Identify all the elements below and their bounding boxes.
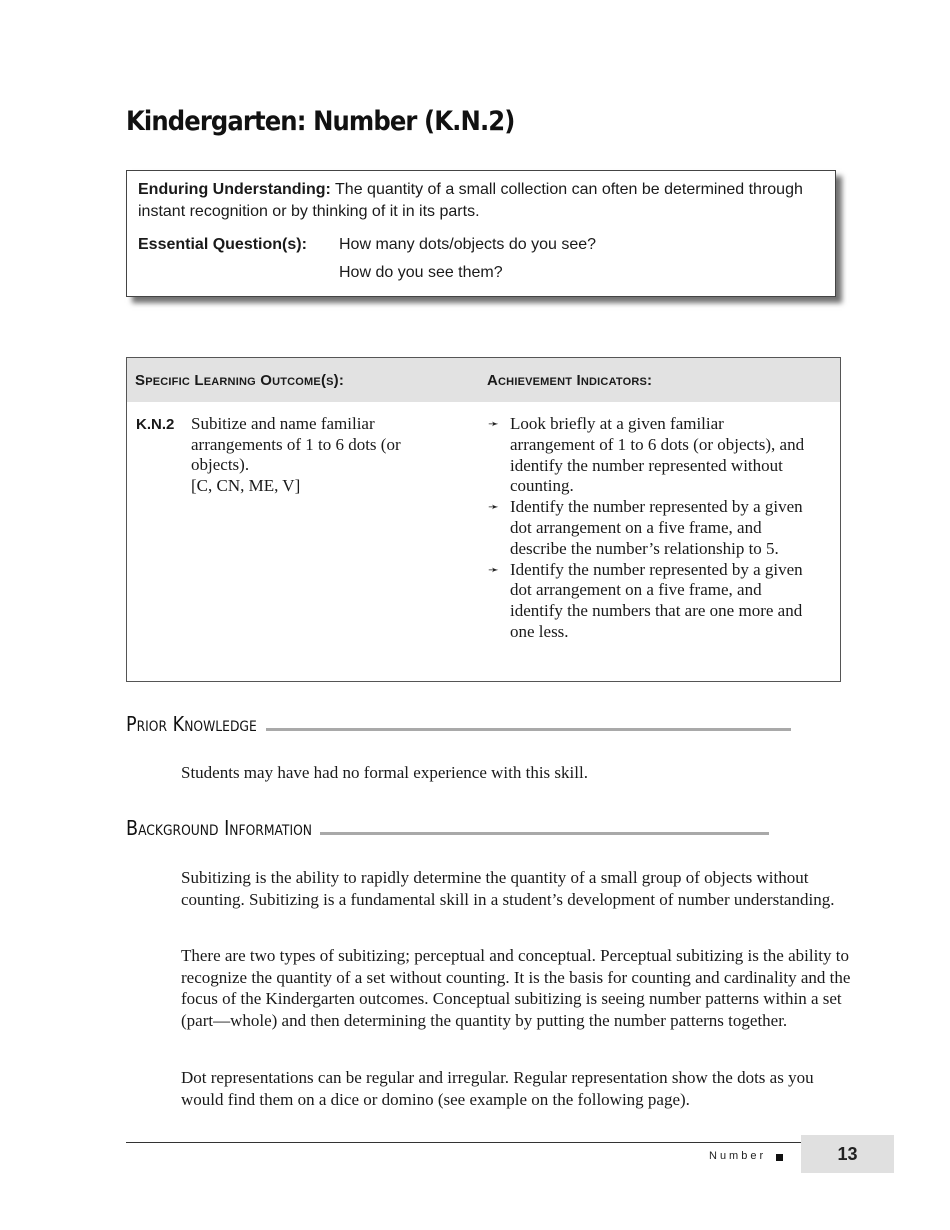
- section-title: Prior Knowledge: [126, 712, 257, 736]
- essential-questions-label: Essential Question(s):: [138, 236, 307, 253]
- background-paragraph: There are two types of subitizing; perceptual and conceptual. Perceptual subitizing is the ability to recognize the quantity of a set without counting. It is the basis for counting and cardinality and the focus of the Kindergarten outcomes. Conceptual subitizing is seeing number patterns within a set (part—whole) and then determining the quantity by putting the number patterns together.: [181, 946, 851, 1031]
- enduring-understanding: [138, 179, 825, 223]
- table-header: [127, 358, 840, 402]
- outcome-processes: [C, CN, ME, V]: [191, 475, 301, 495]
- prior-knowledge-text: Students may have had no formal experience with this skill.: [181, 763, 588, 782]
- background-paragraph: Subitizing is the ability to rapidly determine the quantity of a small group of objects without counting. Subitizing is a fundamental skill in a student’s development of number understanding.: [181, 868, 835, 909]
- enduring-understanding-box: [126, 170, 836, 297]
- prior-knowledge-heading: [126, 712, 791, 736]
- background-information-heading: [126, 816, 769, 840]
- footer-section-label: Number: [709, 1150, 767, 1162]
- essential-question: How many dots/objects do you see?: [339, 236, 597, 253]
- page-title: Kindergarten: Number (K.N.2): [126, 106, 515, 137]
- indicator-text: Identify the number represented by a given dot arrangement on a five frame, and describe the number’s relationship to 5.: [510, 497, 803, 558]
- indicators-cell: [479, 414, 818, 643]
- enduring-understanding-text: The quantity of a small collection can often be determined through instant recognition or by thinking of it in its parts.: [138, 181, 803, 220]
- background-paragraph: Dot representations can be regular and irregular. Regular representation show the dots as you would find them on a dice or domino (see example on the following page).: [181, 1068, 814, 1109]
- footer-rule: [126, 1142, 801, 1143]
- arrow-bullet-icon: ➛: [488, 416, 499, 431]
- header-specific-learning-outcomes: Specific Learning Outcome(s):: [135, 371, 345, 389]
- outcome-code: K.N.2: [136, 416, 175, 433]
- square-bullet-icon: [776, 1154, 783, 1161]
- outcome-description: Subitize and name familiar arrangements of 1 to 6 dots (or objects).: [191, 414, 401, 474]
- indicator-item: [488, 414, 818, 497]
- indicator-item: [488, 560, 818, 643]
- indicator-text: Look briefly at a given familiar arrangement of 1 to 6 dots (or objects), and identify the number represented without counting.: [510, 414, 805, 496]
- learning-outcomes-table: [126, 357, 841, 682]
- outcome-cell: [127, 414, 479, 643]
- header-achievement-indicators: Achievement Indicators:: [487, 371, 653, 389]
- section-divider: [320, 832, 769, 835]
- indicator-item: [488, 497, 818, 559]
- indicator-text: Identify the number represented by a given dot arrangement on a five frame, and identify the numbers that are one more and one less.: [510, 559, 803, 641]
- section-title: Background Information: [126, 816, 313, 840]
- essential-questions: [138, 234, 825, 287]
- essential-question: How do you see them?: [339, 264, 503, 281]
- section-divider: [266, 728, 791, 731]
- arrow-bullet-icon: ➛: [488, 561, 499, 577]
- essential-questions-list: [339, 231, 596, 287]
- enduring-understanding-label: Enduring Understanding:: [138, 181, 331, 198]
- table-row: [127, 402, 840, 643]
- arrow-bullet-icon: ➛: [488, 499, 499, 515]
- outcome-description-block: [191, 414, 436, 643]
- page-number: 13: [801, 1135, 894, 1173]
